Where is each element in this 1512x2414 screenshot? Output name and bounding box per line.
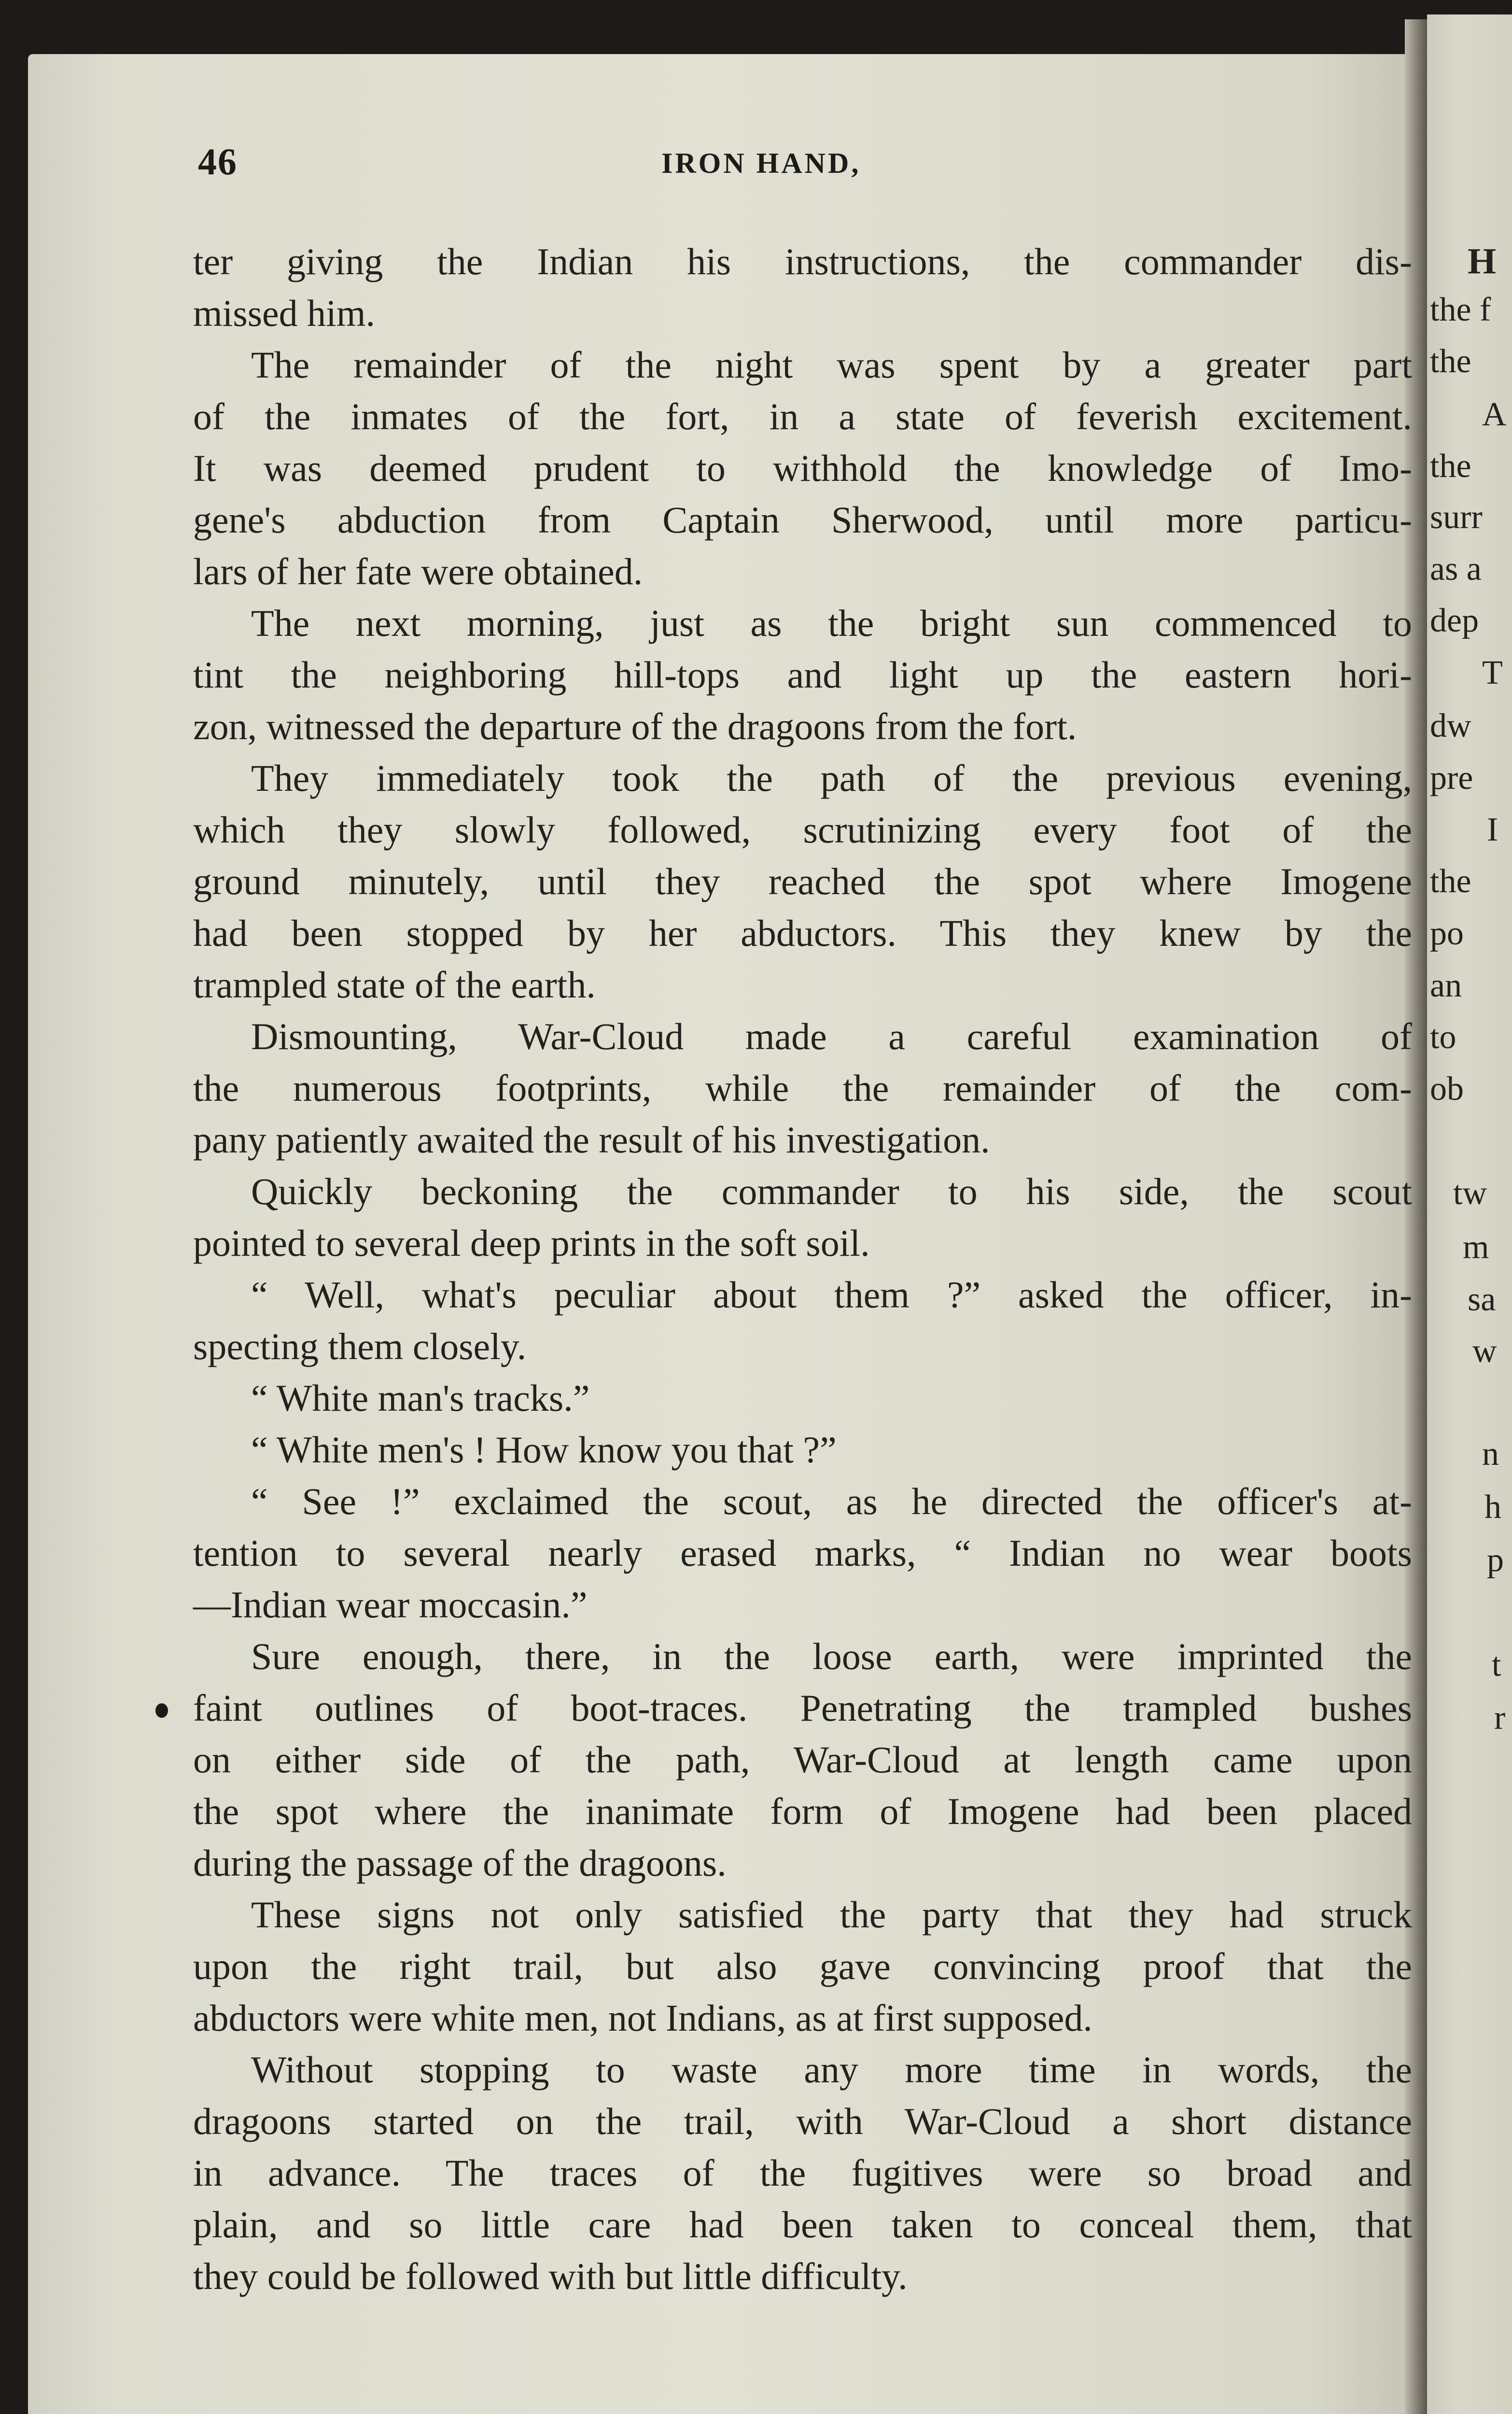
text-line: abductors were white men, not Indians, as at first supposed. [193, 1997, 1092, 2039]
facing-fragment: as a [1430, 550, 1482, 588]
facing-fragment: the [1430, 863, 1471, 900]
running-title: IRON HAND, [661, 147, 861, 179]
text-line: These signs not only satisfied the party that they had struck [251, 1894, 1412, 1936]
facing-fragment: tw [1453, 1175, 1487, 1212]
text-line: on either side of the path, War-Cloud at length came upon [193, 1739, 1412, 1781]
text-line: “ White man's tracks.” [251, 1377, 590, 1419]
facing-fragment: po [1430, 915, 1464, 952]
text-line: Dismounting, War-Cloud made a careful examination of [251, 1015, 1412, 1057]
text-line: zon, witnessed the departure of the dragoons from the fort. [193, 705, 1077, 747]
facing-fragment: H [1468, 241, 1497, 281]
text-line: in advance. The traces of the fugitives were so broad and [193, 2152, 1412, 2194]
text-line: the numerous footprints, while the remainder of the com- [193, 1067, 1412, 1109]
facing-fragment: dw [1430, 707, 1471, 744]
text-line: faint outlines of boot-traces. Penetrating the trampled bushes [193, 1687, 1412, 1729]
text-line: they could be followed with but little difficulty. [193, 2255, 908, 2297]
facing-fragment: pre [1430, 759, 1473, 797]
text-line: of the inmates of the fort, in a state of feverish excitement. [193, 395, 1412, 437]
text-line: It was deemed prudent to withhold the knowledge of Imo- [193, 447, 1412, 489]
facing-fragment: to [1430, 1019, 1456, 1056]
text-line: Without stopping to waste any more time in words, the [251, 2049, 1412, 2091]
facing-fragment: surr [1430, 499, 1483, 536]
page-header [198, 140, 1405, 198]
facing-fragment: p [1487, 1542, 1504, 1579]
facing-fragment: sa [1468, 1281, 1496, 1318]
text-line: plain, and so little care had been taken to conceal them, that [193, 2203, 1412, 2246]
text-line: pointed to several deep prints in the soft soil. [193, 1222, 870, 1264]
facing-fragment: t [1492, 1646, 1501, 1684]
text-line: Sure enough, there, in the loose earth, were imprinted the [251, 1635, 1412, 1677]
text-line: which they slowly followed, scrutinizing every foot of the [193, 809, 1412, 851]
facing-fragment: w [1472, 1333, 1497, 1370]
facing-fragment: the f [1430, 291, 1491, 328]
page-number: 46 [198, 140, 238, 182]
text-line: had been stopped by her abductors. This they knew by the [193, 912, 1412, 954]
text-line: They immediately took the path of the previous evening, [251, 757, 1412, 799]
facing-fragment: the [1430, 448, 1471, 485]
text-line: “ See !” exclaimed the scout, as he directed the officer's at- [251, 1480, 1412, 1522]
ink-blot [155, 1703, 168, 1718]
text-line: Quickly beckoning the commander to his side, the scout [251, 1170, 1412, 1212]
text-line: “ Well, what's peculiar about them ?” asked the officer, in- [251, 1274, 1412, 1316]
text-line: during the passage of the dragoons. [193, 1842, 727, 1884]
facing-fragment: the [1430, 343, 1471, 380]
body-text [193, 236, 1412, 2302]
facing-fragment: I [1487, 811, 1498, 848]
facing-fragment: dep [1430, 602, 1479, 639]
text-line: dragoons started on the trail, with War-Cloud a short distance [193, 2100, 1412, 2142]
text-line: tention to several nearly erased marks, “ Indian no wear boots [193, 1532, 1412, 1574]
facing-fragment: an [1430, 967, 1462, 1004]
text-line: trampled state of the earth. [193, 964, 596, 1006]
text-line: lars of her fate were obtained. [193, 550, 643, 592]
text-line: “ White men's ! How know you that ?” [251, 1429, 837, 1471]
text-line: tint the neighboring hill-tops and light up the eastern hori- [193, 654, 1412, 696]
facing-fragment: m [1463, 1229, 1489, 1266]
facing-fragment: r [1494, 1699, 1506, 1737]
text-line: missed him. [193, 292, 376, 334]
text-line: the spot where the inanimate form of Imogene had been placed [193, 1790, 1412, 1832]
facing-fragment: T [1482, 654, 1503, 691]
text-line: gene's abduction from Captain Sherwood, until more particu- [193, 499, 1412, 541]
text-line: ground minutely, until they reached the spot where Imogene [193, 860, 1412, 902]
text-line: —Indian wear moccasin.” [193, 1584, 588, 1626]
text-line: specting them closely. [193, 1325, 527, 1367]
facing-fragment: A [1482, 396, 1507, 433]
facing-fragment: ob [1430, 1070, 1464, 1108]
text-line: ter giving the Indian his instructions, the commander dis- [193, 240, 1412, 282]
text-line: The next morning, just as the bright sun commenced to [251, 602, 1412, 644]
text-line: pany patiently awaited the result of his investigation. [193, 1119, 990, 1161]
text-line: upon the right trail, but also gave convincing proof that the [193, 1945, 1412, 1987]
facing-fragment: n [1482, 1435, 1499, 1473]
text-line: The remainder of the night was spent by a greater part [251, 344, 1412, 386]
facing-fragment: h [1484, 1488, 1501, 1526]
